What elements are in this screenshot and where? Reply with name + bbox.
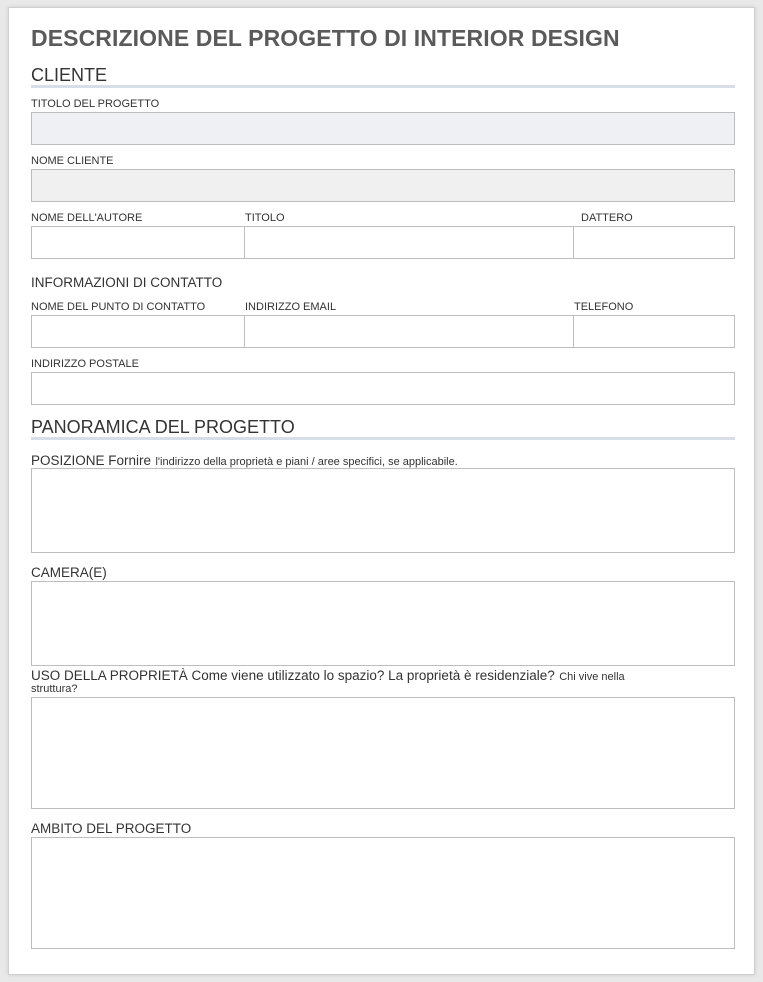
usage-hint: Chi vive nella — [559, 671, 625, 683]
project-title-label: TITOLO DEL PROGETTO — [31, 98, 160, 110]
phone-label: TELEFONO — [574, 301, 634, 313]
section-heading-overview: PANORAMICA DEL PROGETTO — [31, 417, 295, 437]
location-label: POSIZIONE Fornire — [31, 453, 152, 468]
usage-field[interactable] — [31, 697, 735, 809]
rooms-label: CAMERA(E) — [31, 565, 107, 580]
email-field[interactable] — [245, 315, 574, 348]
postal-address-label: INDIRIZZO POSTALE — [31, 358, 139, 370]
postal-address-field[interactable] — [31, 372, 735, 405]
contact-name-field[interactable] — [31, 315, 245, 348]
scope-label: AMBITO DEL PROGETTO — [31, 821, 192, 836]
location-field[interactable] — [31, 468, 735, 553]
date-label: DATTERO — [581, 212, 633, 224]
usage-hint-continued: struttura? — [31, 683, 78, 695]
section-divider — [31, 437, 735, 440]
contact-name-label: NOME DEL PUNTO DI CONTATTO — [31, 301, 206, 313]
author-name-label: NOME DELL'AUTORE — [31, 212, 143, 224]
phone-field[interactable] — [574, 315, 735, 348]
document-page — [8, 7, 755, 975]
usage-label-row — [31, 667, 625, 685]
rooms-field[interactable] — [31, 581, 735, 666]
author-title-field[interactable] — [245, 226, 574, 259]
client-name-label: NOME CLIENTE — [31, 155, 114, 167]
document-title: DESCRIZIONE DEL PROGETTO DI INTERIOR DESIGN — [31, 25, 620, 51]
author-row — [31, 226, 735, 259]
scope-field[interactable] — [31, 837, 735, 949]
project-title-field[interactable] — [31, 112, 735, 145]
usage-label: USO DELLA PROPRIETÀ Come viene utilizzato lo spazio? La proprietà è residenziale? — [31, 668, 555, 683]
author-title-label: TITOLO — [245, 212, 285, 224]
section-heading-client: CLIENTE — [31, 65, 108, 85]
author-name-field[interactable] — [31, 226, 245, 259]
contact-row — [31, 315, 735, 348]
location-hint: l'indirizzo della proprietà e piani / aree specifici, se applicabile. — [155, 456, 458, 468]
contact-info-heading: INFORMAZIONI DI CONTATTO — [31, 275, 223, 290]
client-name-field[interactable] — [31, 169, 735, 202]
email-label: INDIRIZZO EMAIL — [245, 301, 337, 313]
section-divider — [31, 85, 735, 88]
date-field[interactable] — [574, 226, 735, 259]
